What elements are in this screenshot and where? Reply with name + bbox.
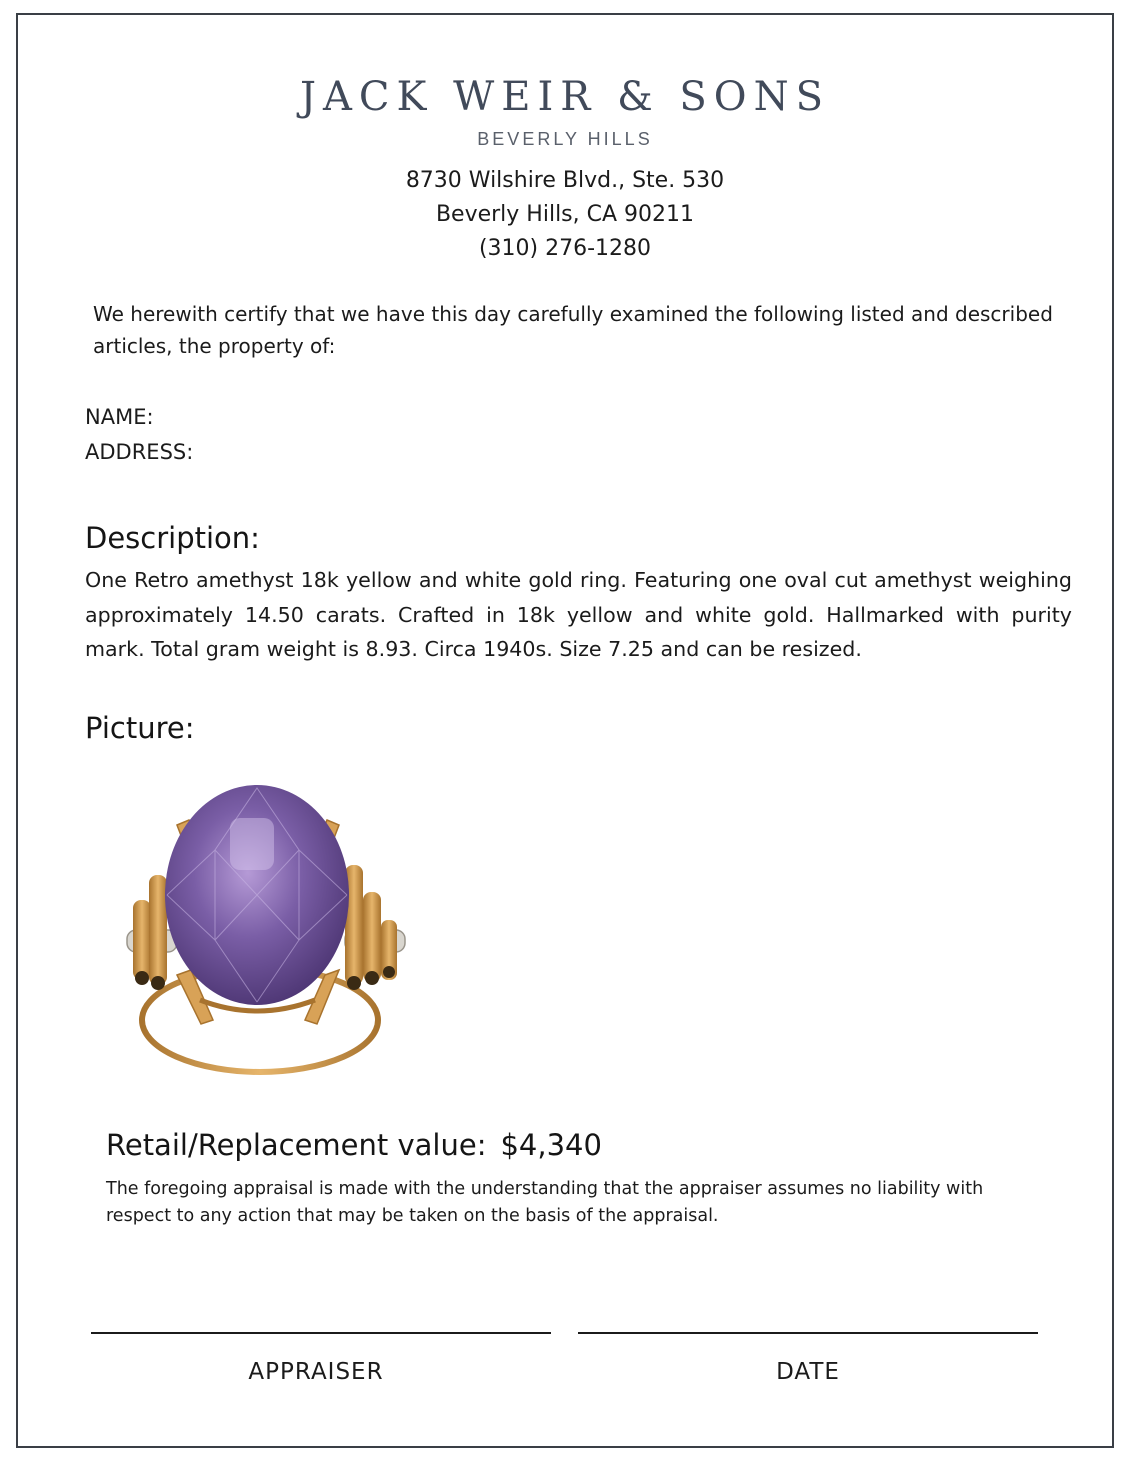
certification-statement: We herewith certify that we have this day carefully examined the following listed and described articles, the property of: — [93, 302, 1053, 358]
description-heading: Description: — [85, 521, 260, 555]
valuation-row — [106, 1128, 602, 1162]
company-name: JACK WEIR & SONS — [300, 74, 830, 120]
date-signature-line — [578, 1332, 1038, 1334]
appraiser-label: APPRAISER — [248, 1359, 384, 1385]
description-text: One Retro amethyst 18k yellow and white gold ring. Featuring one oval cut amethyst weighing approximately 14.50 carats. Crafted in 18k yellow and white gold. Hallmarked with purity mark. Total gram weight is 8.93. Circa 1940s. Size 7.25 and can be resized. — [85, 568, 1072, 661]
disclaimer-text: The foregoing appraisal is made with the understanding that the appraiser assumes no liability with respect to any action that may be taken on the basis of the appraisal. — [106, 1179, 984, 1226]
company-location: BEVERLY HILLS — [477, 129, 653, 149]
address-line-2: Beverly Hills, CA 90211 — [435, 202, 695, 227]
valuation-amount: $4,340 — [500, 1128, 602, 1162]
phone-number: (310) 276-1280 — [478, 236, 652, 261]
owner-address-label: ADDRESS: — [85, 440, 194, 464]
appraiser-signature-line — [91, 1332, 551, 1334]
right-shoulder — [345, 865, 405, 990]
owner-name-label: NAME: — [85, 405, 154, 429]
date-label: DATE — [776, 1359, 840, 1385]
amethyst-ring-photo — [105, 780, 415, 1085]
address-line-1: 8730 Wilshire Blvd., Ste. 530 — [405, 168, 725, 193]
valuation-label: Retail/Replacement value: — [106, 1128, 487, 1162]
picture-heading: Picture: — [85, 711, 195, 745]
